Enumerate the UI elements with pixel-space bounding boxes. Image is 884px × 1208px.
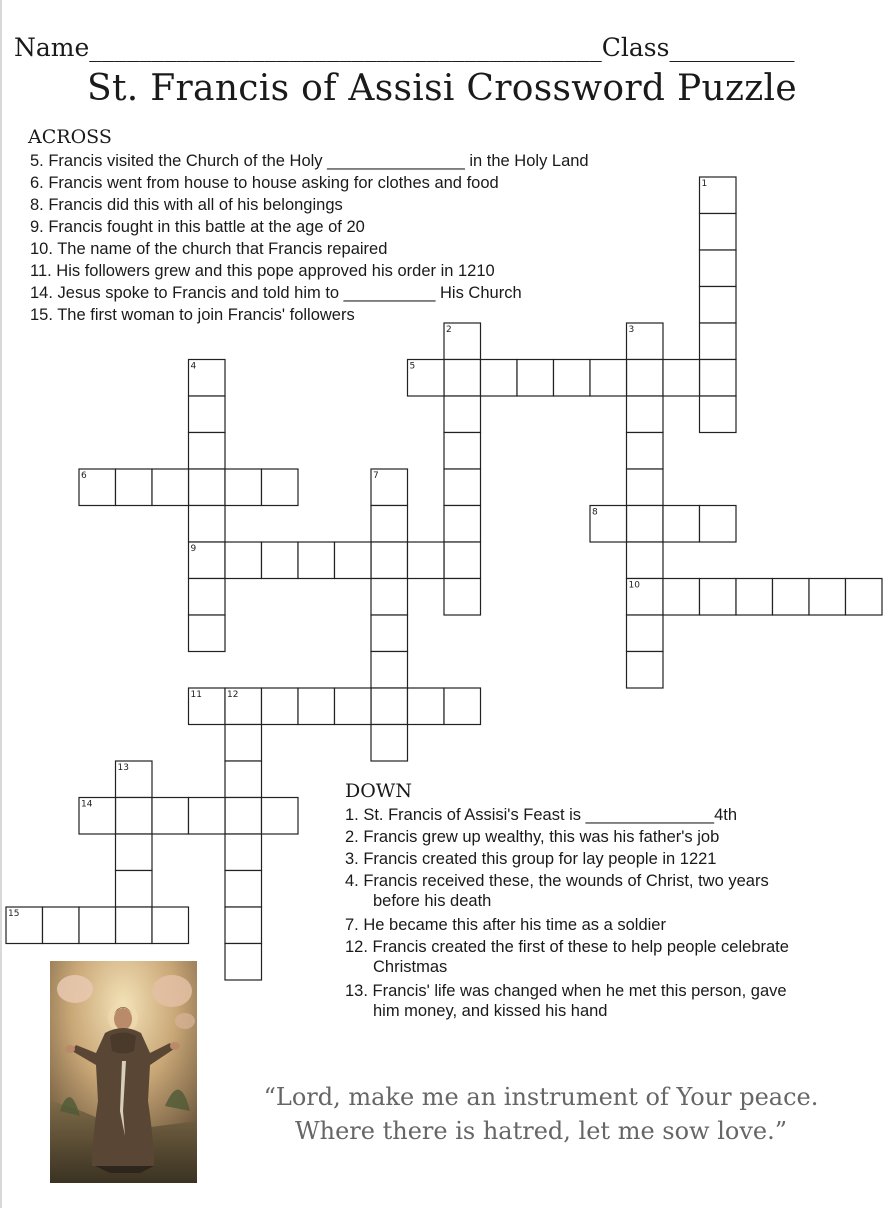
grid-cell[interactable] [225, 469, 262, 506]
grid-cell[interactable] [700, 323, 737, 360]
grid-cell[interactable] [371, 652, 408, 689]
grid-cell[interactable] [262, 542, 299, 579]
grid-cell[interactable] [627, 506, 664, 543]
grid-cell[interactable] [444, 579, 481, 616]
down-heading: DOWN [345, 780, 412, 802]
down-clue-2-text: 2. Francis grew up wealthy, this was his father's job [345, 828, 720, 846]
down-clue-4-text: 4. Francis received these, the wounds of Christ, two years [345, 872, 769, 890]
grid-cell[interactable] [371, 579, 408, 616]
grid-cell[interactable] [335, 542, 372, 579]
grid-cell[interactable] [189, 579, 226, 616]
grid-cell[interactable] [371, 615, 408, 652]
grid-cell[interactable] [116, 871, 153, 908]
clue-number-11: 11 [190, 690, 202, 700]
grid-cell[interactable] [189, 798, 226, 835]
grid-cell[interactable] [444, 688, 481, 725]
grid-cell[interactable] [262, 688, 299, 725]
quote-line-2: Where there is hatred, let me sow love.” [294, 1117, 788, 1145]
grid-cell[interactable] [225, 834, 262, 871]
class-blank[interactable]: __________ [669, 33, 795, 62]
clue-number-12: 12 [227, 690, 239, 700]
grid-cell[interactable] [225, 725, 262, 762]
down-clue-13-cont: him money, and kissed his hand [373, 1002, 608, 1020]
grid-cell[interactable] [225, 761, 262, 798]
grid-cell[interactable] [79, 907, 116, 944]
across-clue-11: 11. His followers grew and this pope approved his order in 1210 [30, 262, 495, 280]
grid-cell[interactable] [444, 396, 481, 433]
grid-cell[interactable] [335, 688, 372, 725]
clue-number-6: 6 [81, 471, 87, 481]
clue-number-8: 8 [592, 507, 598, 518]
grid-cell[interactable] [773, 579, 810, 616]
across-clue-5: 5. Francis visited the Church of the Holy _______________ in the Holy Land [30, 152, 589, 170]
grid-cell[interactable] [700, 579, 737, 616]
grid-cell[interactable] [444, 469, 481, 506]
grid-cell[interactable] [517, 360, 554, 397]
grid-cell[interactable] [262, 798, 299, 835]
down-clue-3-text: 3. Francis created this group for lay people in 1221 [345, 850, 717, 868]
grid-cell[interactable] [663, 506, 700, 543]
clue-number-3: 3 [628, 325, 635, 335]
grid-cell[interactable] [444, 433, 481, 470]
grid-cell[interactable] [116, 907, 153, 944]
grid-cell[interactable] [225, 907, 262, 944]
grid-cell[interactable] [627, 360, 664, 397]
grid-cell[interactable] [736, 579, 773, 616]
grid-cell[interactable] [700, 506, 737, 543]
grid-cell[interactable] [700, 287, 737, 324]
across-heading: ACROSS [28, 126, 112, 148]
clue-number-10: 10 [628, 580, 640, 591]
grid-cell[interactable] [371, 725, 408, 762]
grid-cell[interactable] [152, 798, 189, 835]
grid-cell[interactable] [700, 360, 737, 397]
grid-cell[interactable] [700, 214, 737, 251]
grid-cell[interactable] [371, 542, 408, 579]
name-label: Name [14, 33, 90, 62]
page-title: St. Francis of Assisi Crossword Puzzle [87, 68, 797, 109]
across-clue-15: 15. The first woman to join Francis' followers [30, 306, 355, 324]
grid-cell[interactable] [627, 469, 664, 506]
clue-number-1: 1 [701, 179, 708, 189]
grid-cell[interactable] [371, 688, 408, 725]
across-clue-6: 6. Francis went from house to house asking for clothes and food [30, 174, 499, 192]
grid-cell[interactable] [152, 907, 189, 944]
clue-number-5: 5 [409, 361, 416, 372]
grid-cell[interactable] [189, 469, 226, 506]
down-clue-4-cont: before his death [373, 892, 492, 910]
prayer-quote [236, 1080, 846, 1148]
grid-cell[interactable] [116, 798, 153, 835]
grid-cell[interactable] [189, 506, 226, 543]
grid-cell[interactable] [444, 506, 481, 543]
grid-cell[interactable] [43, 907, 80, 944]
grid-cell[interactable] [627, 396, 664, 433]
grid-cell[interactable] [189, 433, 226, 470]
grid-cell[interactable] [700, 250, 737, 287]
across-clue-10: 10. The name of the church that Francis repaired [30, 240, 388, 258]
grid-cell[interactable] [444, 360, 481, 397]
clue-number-13: 13 [117, 763, 129, 773]
grid-cell[interactable] [627, 615, 664, 652]
grid-cell[interactable] [627, 652, 664, 689]
down-clue-12-text: 12. Francis created the first of these to help people celebrate [345, 938, 789, 956]
grid-cell[interactable] [189, 615, 226, 652]
grid-cell[interactable] [846, 579, 883, 616]
clue-number-7: 7 [373, 471, 379, 481]
grid-cell[interactable] [481, 360, 518, 397]
down-clue-12-cont: Christmas [373, 958, 448, 976]
grid-cell[interactable] [700, 396, 737, 433]
grid-cell[interactable] [262, 469, 299, 506]
grid-cell[interactable] [627, 433, 664, 470]
across-clue-8: 8. Francis did this with all of his belongings [30, 196, 343, 214]
grid-cell[interactable] [444, 542, 481, 579]
grid-cell[interactable] [116, 469, 153, 506]
clue-number-14: 14 [81, 799, 93, 810]
grid-cell[interactable] [298, 542, 335, 579]
quote-line-1: “Lord, make me an instrument of Your peace. [263, 1083, 819, 1111]
grid-cell[interactable] [627, 542, 664, 579]
clue-number-15: 15 [8, 909, 20, 919]
st-francis-painting [50, 961, 197, 1183]
across-clue-9: 9. Francis fought in this battle at the age of 20 [30, 218, 365, 236]
grid-cell[interactable] [152, 469, 189, 506]
clue-number-9: 9 [190, 544, 197, 554]
grid-cell[interactable] [663, 579, 700, 616]
grid-cell[interactable] [408, 688, 445, 725]
across-clue-14: 14. Jesus spoke to Francis and told him to __________ His Church [30, 284, 522, 302]
clue-number-4: 4 [190, 361, 197, 372]
grid-cell[interactable] [554, 360, 591, 397]
class-label: Class [601, 33, 670, 62]
grid-cell[interactable] [225, 871, 262, 908]
grid-cell[interactable] [298, 688, 335, 725]
grid-cell[interactable] [408, 542, 445, 579]
grid-cell[interactable] [809, 579, 846, 616]
grid-cell[interactable] [371, 506, 408, 543]
grid-cell[interactable] [225, 542, 262, 579]
grid-cell[interactable] [225, 798, 262, 835]
grid-cell[interactable] [590, 360, 627, 397]
down-clue-13-text: 13. Francis' life was changed when he met this person, gave [345, 982, 787, 1000]
clue-number-2: 2 [446, 325, 452, 335]
name-blank[interactable]: _________________________________________ [89, 33, 602, 62]
grid-cell[interactable] [225, 944, 262, 981]
down-clue-1-text: 1. St. Francis of Assisi's Feast is ______________4th [345, 806, 738, 824]
grid-cell[interactable] [116, 834, 153, 871]
down-clue-7-text: 7. He became this after his time as a soldier [345, 916, 666, 934]
grid-cell[interactable] [189, 396, 226, 433]
grid-cell[interactable] [663, 360, 700, 397]
